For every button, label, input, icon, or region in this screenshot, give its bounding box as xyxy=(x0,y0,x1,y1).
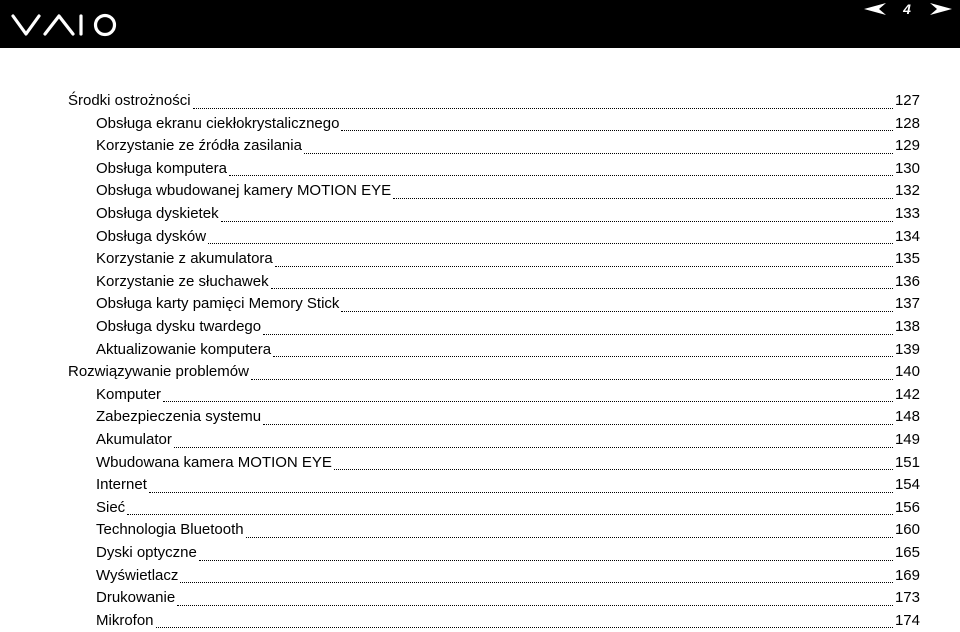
toc-entry-page: 142 xyxy=(894,385,920,403)
toc-entry-page: 173 xyxy=(894,589,920,607)
toc-dot-leader xyxy=(251,375,893,380)
toc-entry[interactable] xyxy=(96,429,920,451)
toc-entry[interactable] xyxy=(96,339,920,361)
toc-entry[interactable] xyxy=(68,361,920,383)
toc-dot-leader xyxy=(334,465,893,470)
toc-entry[interactable] xyxy=(96,226,920,248)
toc-entry[interactable] xyxy=(96,180,920,202)
toc-entry[interactable] xyxy=(96,610,920,632)
toc-dot-leader xyxy=(221,217,893,222)
toc-entry[interactable] xyxy=(96,497,920,519)
toc-entry-title: Mikrofon xyxy=(96,611,154,629)
page-navigation xyxy=(856,0,960,18)
toc-entry-title: Sieć xyxy=(96,498,126,516)
toc-entry[interactable] xyxy=(96,271,920,293)
toc-dot-leader xyxy=(229,171,893,176)
toc-entry[interactable] xyxy=(96,113,920,135)
toc-entry-title: Korzystanie z akumulatora xyxy=(96,250,273,268)
toc-entry-title: Zabezpieczenia systemu xyxy=(96,408,262,426)
toc-entry-title: Drukowanie xyxy=(96,589,176,607)
toc-entry[interactable] xyxy=(96,587,920,609)
toc-entry[interactable] xyxy=(96,384,920,406)
toc-entry-page: 127 xyxy=(894,92,920,109)
toc-entry-page: 169 xyxy=(894,566,920,584)
toc-entry-title: Rozwiązywanie problemów xyxy=(68,363,249,381)
toc-entry[interactable] xyxy=(68,90,920,112)
toc-dot-leader xyxy=(208,239,893,244)
toc-entry[interactable] xyxy=(96,316,920,338)
toc-entry[interactable] xyxy=(96,158,920,180)
toc-dot-leader xyxy=(127,510,893,515)
toc-entry-title: Technologia Bluetooth xyxy=(96,521,244,539)
toc-entry[interactable] xyxy=(96,248,920,270)
toc-entry-title: Obsługa komputera xyxy=(96,159,227,177)
toc-entry-page: 138 xyxy=(894,318,920,335)
toc-dot-leader xyxy=(304,149,893,154)
toc-dot-leader xyxy=(163,397,893,402)
toc-dot-leader xyxy=(263,420,893,425)
toc-entry-page: 135 xyxy=(894,250,920,268)
toc-entry-page: 134 xyxy=(894,227,920,245)
toc-dot-leader xyxy=(156,623,893,628)
toc-entry-title: Komputer xyxy=(96,385,162,403)
toc-entry-page: 151 xyxy=(894,453,920,471)
page-number: 4 xyxy=(903,1,911,17)
toc-dot-leader xyxy=(393,194,893,199)
toc-dot-leader xyxy=(341,126,893,131)
toc-entry-page: 165 xyxy=(894,544,920,561)
toc-dot-leader xyxy=(341,307,893,312)
toc-entry[interactable] xyxy=(96,519,920,541)
toc-entry-title: Akumulator xyxy=(96,431,172,448)
arrow-left-icon[interactable] xyxy=(864,3,886,15)
toc-entry-title: Środki ostrożności xyxy=(68,92,191,109)
header-bar xyxy=(0,0,960,48)
toc-entry-title: Aktualizowanie komputera xyxy=(96,340,272,358)
toc-entry-page: 132 xyxy=(894,182,920,200)
toc-entry-page: 130 xyxy=(894,159,920,177)
toc-entry-title: Obsługa wbudowanej kamery MOTION EYE xyxy=(96,182,392,200)
toc-entry-page: 148 xyxy=(894,408,920,426)
toc-entry-title: Obsługa dysku twardego xyxy=(96,318,262,335)
toc-entry-page: 160 xyxy=(894,521,920,539)
vaio-logo xyxy=(9,6,123,38)
toc-entry-title: Wyświetlacz xyxy=(96,566,179,584)
toc-dot-leader xyxy=(174,443,893,448)
toc-dot-leader xyxy=(177,601,893,606)
toc-entry[interactable] xyxy=(96,406,920,428)
toc-entry-title: Obsługa karty pamięci Memory Stick xyxy=(96,295,340,313)
toc-entry-page: 128 xyxy=(894,114,920,132)
toc-entry-title: Internet xyxy=(96,476,147,494)
toc-entry-page: 154 xyxy=(894,476,920,494)
toc-entry-title: Korzystanie ze źródła zasilania xyxy=(96,137,302,155)
toc-dot-leader xyxy=(199,556,893,561)
toc-entry-page: 137 xyxy=(894,295,920,313)
toc-dot-leader xyxy=(271,284,893,289)
toc-entry[interactable] xyxy=(96,203,920,225)
toc-entry[interactable] xyxy=(96,565,920,587)
toc-entry-page: 140 xyxy=(894,363,920,381)
toc-entry-page: 129 xyxy=(894,137,920,155)
toc-entry[interactable] xyxy=(96,293,920,315)
toc-entry-page: 174 xyxy=(894,611,920,629)
toc-dot-leader xyxy=(149,488,893,493)
toc-entry-title: Obsługa dyskietek xyxy=(96,205,219,222)
toc-entry-page: 149 xyxy=(894,431,920,448)
toc-entry-page: 133 xyxy=(894,205,920,222)
toc-dot-leader xyxy=(246,533,893,538)
toc-entry-page: 139 xyxy=(894,340,920,358)
arrow-right-icon[interactable] xyxy=(930,3,952,15)
toc-entry[interactable] xyxy=(96,452,920,474)
toc-dot-leader xyxy=(275,262,893,267)
toc-entry-title: Obsługa ekranu ciekłokrystalicznego xyxy=(96,114,340,132)
toc-entry[interactable] xyxy=(96,474,920,496)
toc-dot-leader xyxy=(263,330,893,335)
toc-dot-leader xyxy=(180,578,893,583)
toc-dot-leader xyxy=(193,104,893,109)
toc-entry-page: 156 xyxy=(894,498,920,516)
toc-dot-leader xyxy=(273,352,893,357)
toc-entry[interactable] xyxy=(96,542,920,564)
toc-entry-title: Korzystanie ze słuchawek xyxy=(96,272,269,290)
toc-entry-title: Wbudowana kamera MOTION EYE xyxy=(96,453,332,471)
toc-entry-title: Obsługa dysków xyxy=(96,227,207,245)
toc-entry-title: Dyski optyczne xyxy=(96,544,197,561)
toc-entry-page: 136 xyxy=(894,272,920,290)
toc-entry[interactable] xyxy=(96,135,920,157)
